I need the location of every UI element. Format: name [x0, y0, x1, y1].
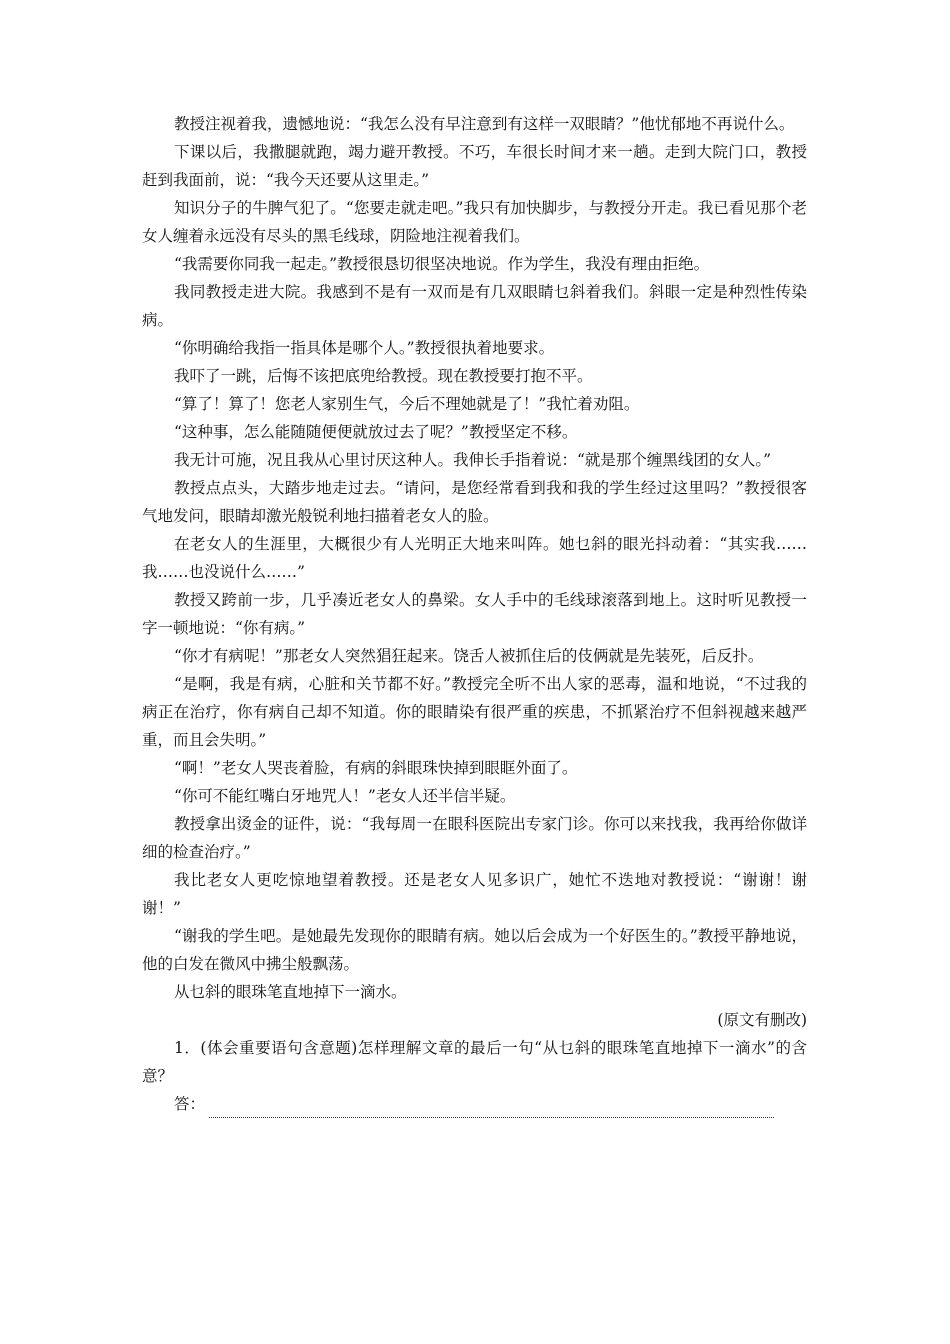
- paragraph: “你才有病呢！”那老女人突然猖狂起来。饶舌人被抓住后的伎俩就是先装死，后反扑。: [174, 647, 764, 665]
- paragraph: “是啊，我是有病，心脏和关节都不好。”教授完全听不出人家的恶毒，温和地说，“不过我的病正在治疗，你有病自己却不知道。你的眼睛染有很严重的疾患，不抓紧治疗不但斜视越来越严重，而且会失明。”: [142, 675, 807, 749]
- paragraph: 我吓了一跳，后悔不该把底兜给教授。现在教授要打抱不平。: [174, 367, 593, 385]
- paragraph: “这种事，怎么能随随便便就放过去了呢？”教授坚定不移。: [174, 423, 578, 441]
- answer-blank-line[interactable]: [209, 1099, 774, 1118]
- paragraph: “你可不能红嘴白牙地咒人！”老女人还半信半疑。: [174, 787, 516, 805]
- paragraph: 在老女人的生涯里，大概很少有人光明正大地来叫阵。她乜斜的眼光抖动着：“其实我……我……也没说什么……”: [142, 535, 807, 581]
- paragraph: 我比老女人更吃惊地望着教授。还是老女人见多识广，她忙不迭地对教授说：“谢谢！谢谢！”: [142, 871, 807, 917]
- paragraph: “你明确给我指一指具体是哪个人。”教授很执着地要求。: [174, 339, 555, 357]
- paragraph: 教授又跨前一步，几乎凑近老女人的鼻梁。女人手中的毛线球滚落到地上。这时听见教授一字一顿地说：“你有病。”: [142, 591, 807, 637]
- paragraph: 教授拿出烫金的证件，说：“我每周一在眼科医院出专家门诊。你可以来找我，我再给你做详细的检查治疗。”: [142, 815, 807, 861]
- source-note: (原文有删改): [717, 1011, 807, 1029]
- paragraph: “谢我的学生吧。是她最先发现你的眼睛有病。她以后会成为一个好医生的。”教授平静地说，他的白发在微风中拂尘般飘荡。: [142, 927, 807, 973]
- paragraph: 我同教授走进大院。我感到不是有一双而是有几双眼睛乜斜着我们。斜眼一定是种烈性传染病。: [142, 283, 807, 329]
- question-1: 1．(体会重要语句含意题)怎样理解文章的最后一句“从乜斜的眼珠笔直地掉下一滴水”的含意？: [142, 1039, 807, 1085]
- paragraph: 知识分子的牛脾气犯了。“您要走就走吧。”我只有加快脚步，与教授分开走。我已看见那个老女人缠着永远没有尽头的黑毛线球，阴险地注视着我们。: [142, 199, 807, 245]
- paragraph: 下课以后，我撒腿就跑，竭力避开教授。不巧，车很长时间才来一趟。走到大院门口，教授赶到我面前，说：“我今天还要从这里走。”: [142, 143, 807, 189]
- paragraph: 我无计可施，况且我从心里讨厌这种人。我伸长手指着说：“就是那个缠黑线团的女人。”: [174, 451, 772, 469]
- article-body: [142, 110, 807, 1118]
- paragraph: “我需要你同我一起走。”教授很恳切很坚决地说。作为学生，我没有理由拒绝。: [174, 255, 710, 273]
- answer-row: [142, 1090, 807, 1118]
- answer-label: 答：: [174, 1095, 206, 1113]
- paragraph: “啊！”老女人哭丧着脸，有病的斜眼珠快掉到眼眶外面了。: [174, 759, 578, 777]
- paragraph: 教授点点头，大踏步地走过去。“请问，是您经常看到我和我的学生经过这里吗？”教授很客气地发问，眼睛却激光般锐利地扫描着老女人的脸。: [142, 479, 807, 525]
- paragraph: “算了！算了！您老人家别生气，今后不理她就是了！”我忙着劝阻。: [174, 395, 640, 413]
- paragraph: 从乜斜的眼珠笔直地掉下一滴水。: [174, 983, 407, 1001]
- paragraph: 教授注视着我，遗憾地说：“我怎么没有早注意到有这样一双眼睛？”他忧郁地不再说什么。: [174, 115, 795, 133]
